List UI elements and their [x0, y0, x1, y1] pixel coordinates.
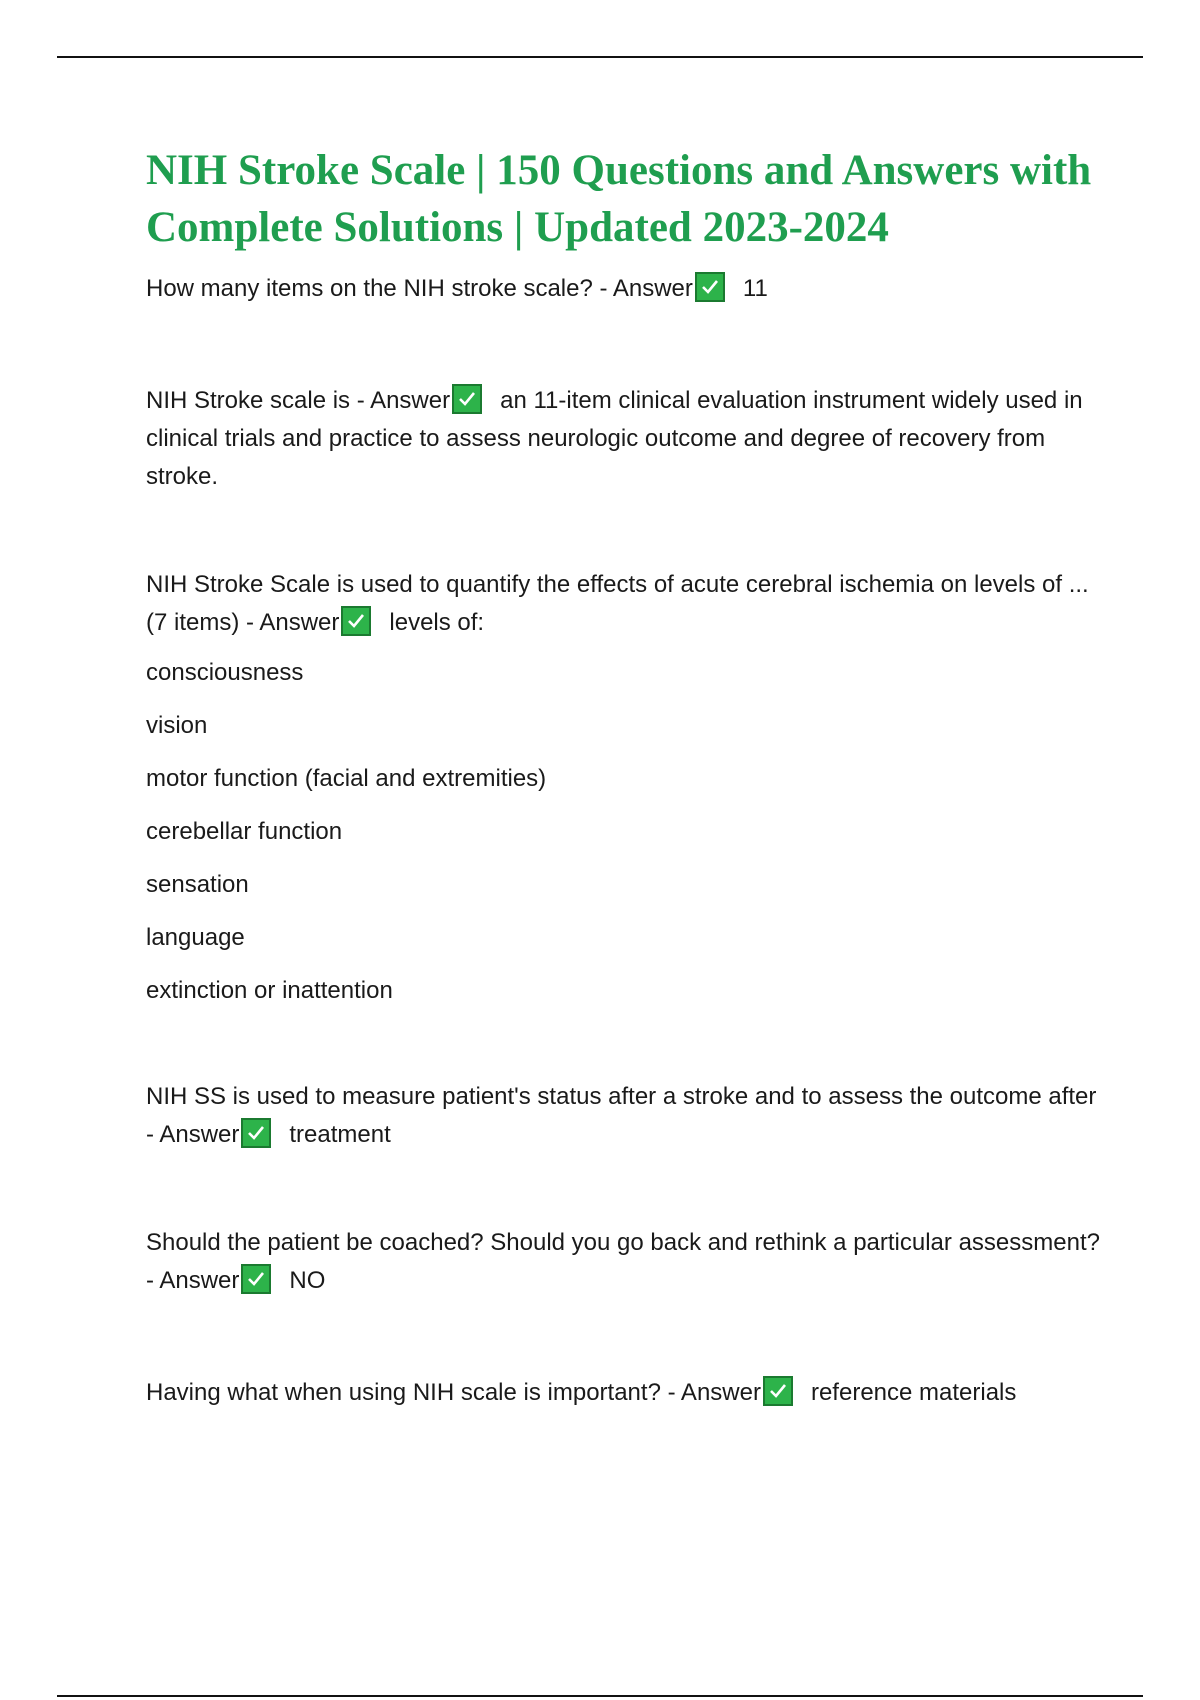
- check-mark-icon: [241, 1118, 271, 1148]
- qa-item-3: [146, 566, 1106, 1008]
- question-text: How many items on the NIH stroke scale?: [146, 275, 593, 302]
- answer-text: treatment: [289, 1121, 391, 1148]
- answer-label: - Answer: [599, 275, 693, 302]
- list-item: sensation: [146, 871, 249, 898]
- answer-text: levels of:: [389, 609, 485, 636]
- answer-text: 11: [742, 275, 768, 302]
- list-item: cerebellar function: [146, 818, 343, 845]
- levels-list: [146, 656, 1106, 1008]
- answer-label: - Answer: [146, 1121, 240, 1148]
- check-mark-icon: [695, 272, 725, 302]
- question-text: NIH Stroke Scale is used to quantify the effects of acute cerebral ischemia on levels of ... (7 items): [146, 571, 1089, 636]
- list-item: consciousness: [146, 659, 304, 686]
- qa-item-2: [146, 382, 1106, 496]
- answer-label: - Answer: [246, 609, 340, 636]
- answer-label: - Answer: [667, 1379, 761, 1406]
- qa-item-1: [146, 270, 1106, 308]
- check-mark-icon: [452, 384, 482, 414]
- answer-text: an 11-item clinical evaluation instrument widely used in clinical trials and practice to assess neurologic outcome and degree of recovery from stroke.: [146, 387, 1083, 490]
- check-mark-icon: [341, 606, 371, 636]
- document-body: [146, 142, 1106, 1412]
- qa-item-4: [146, 1078, 1106, 1154]
- answer-label: - Answer: [146, 1267, 240, 1294]
- bottom-rule: [57, 1695, 1143, 1697]
- question-text: Should the patient be coached? Should you go back and rethink a particular assessment?: [146, 1229, 1100, 1256]
- qa-item-5: [146, 1224, 1106, 1300]
- question-text: Having what when using NIH scale is important?: [146, 1379, 661, 1406]
- answer-text: NO: [289, 1267, 326, 1294]
- list-item: motor function (facial and extremities): [146, 765, 547, 792]
- list-item: vision: [146, 712, 208, 739]
- list-item: extinction or inattention: [146, 977, 393, 1004]
- qa-item-6: [146, 1374, 1106, 1412]
- check-mark-icon: [241, 1264, 271, 1294]
- check-mark-icon: [763, 1376, 793, 1406]
- answer-text: reference materials: [810, 1379, 1017, 1406]
- top-rule: [57, 56, 1143, 58]
- document-title: NIH Stroke Scale | 150 Questions and Answers with Complete Solutions | Updated 2023-2024: [146, 147, 1092, 251]
- question-text: NIH Stroke scale is: [146, 387, 351, 414]
- answer-label: - Answer: [356, 387, 451, 414]
- question-text: NIH SS is used to measure patient's status after a stroke and to assess the outcome after: [146, 1083, 1097, 1110]
- list-item: language: [146, 924, 245, 951]
